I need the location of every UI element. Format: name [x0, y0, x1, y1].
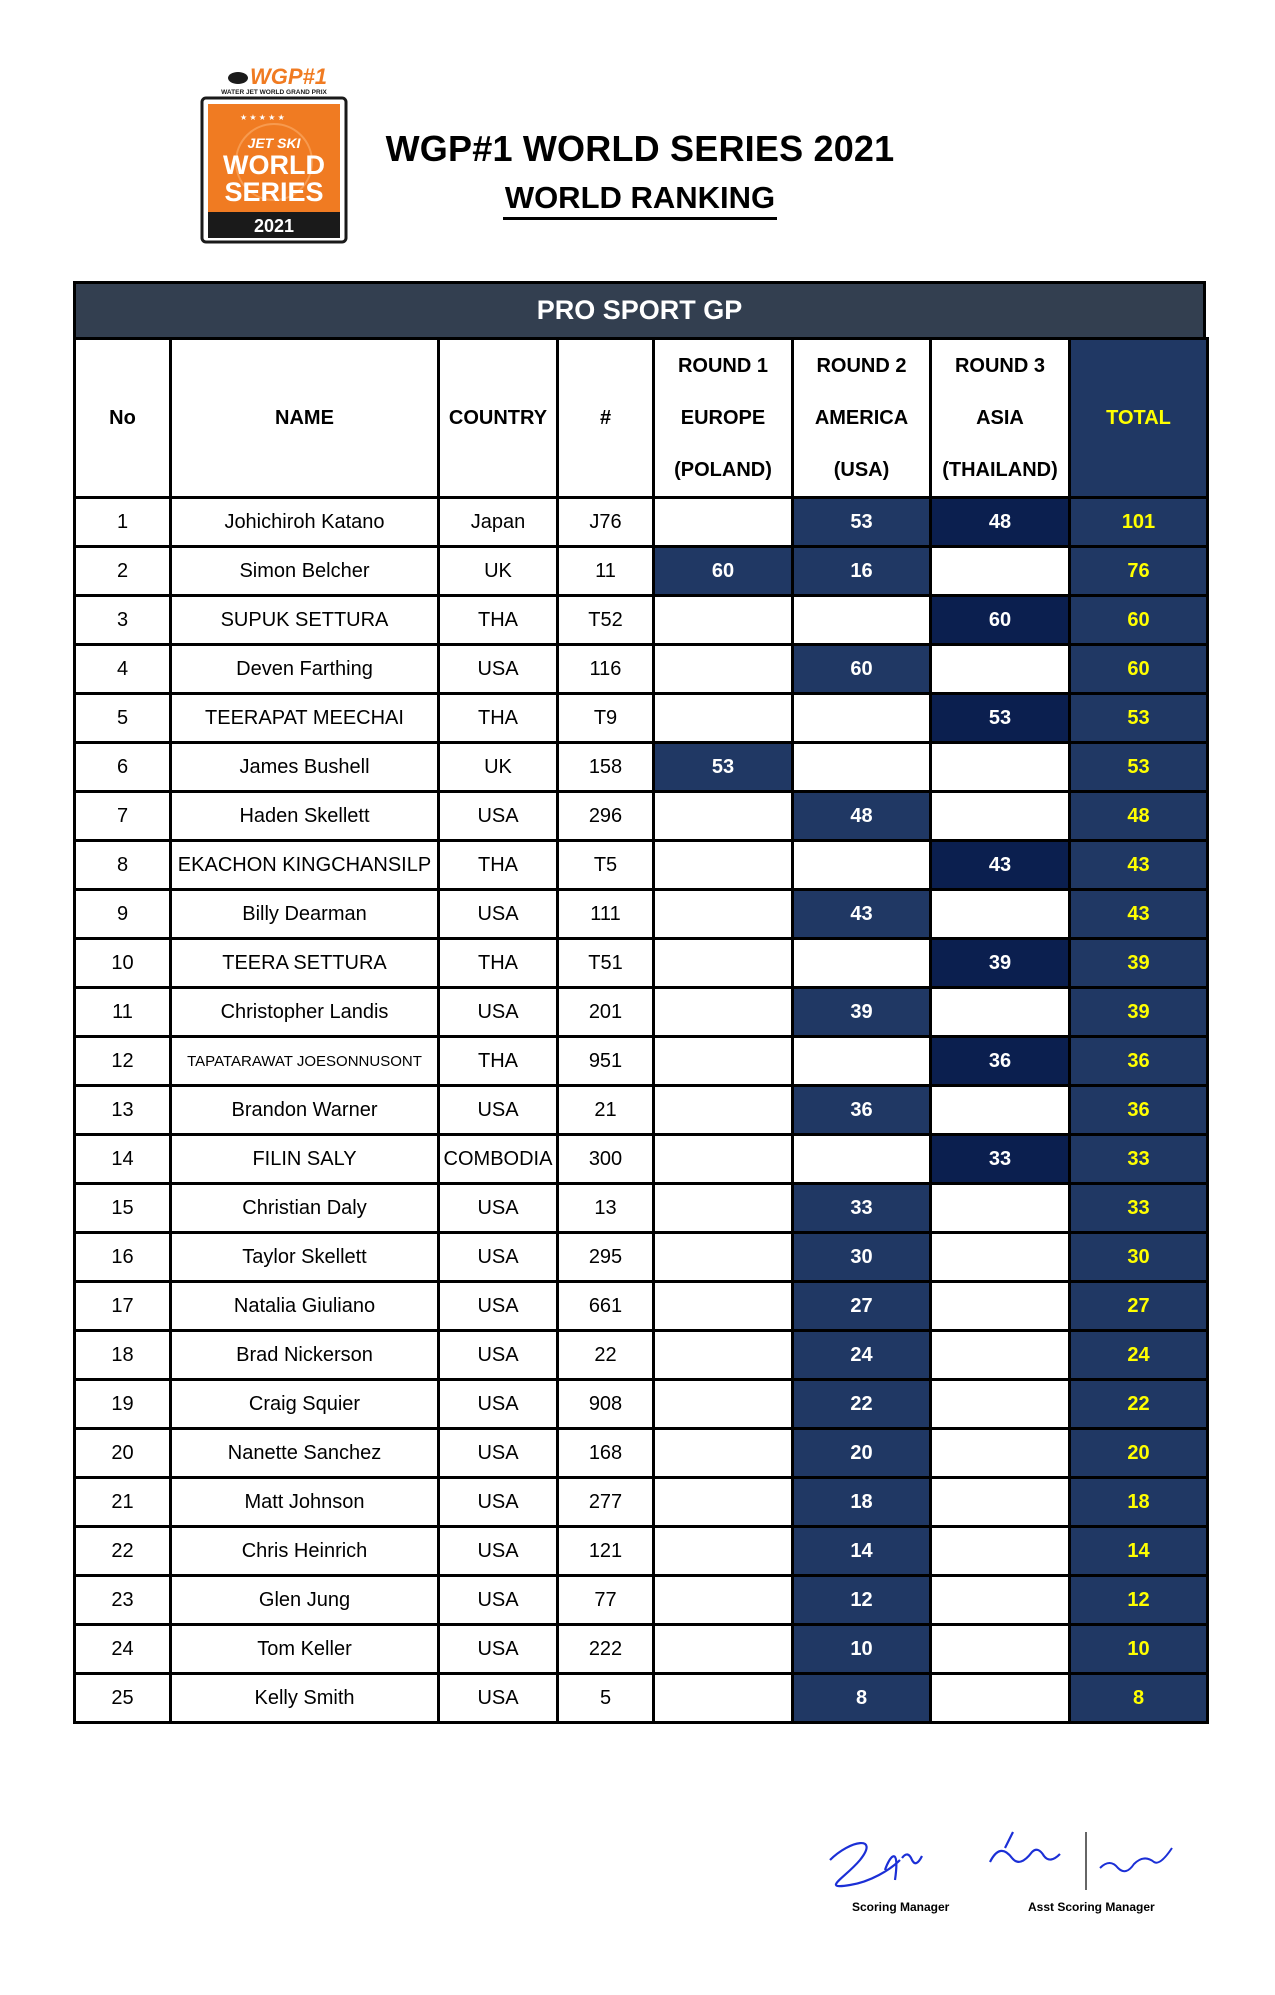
- cell-total: 48: [1070, 792, 1208, 841]
- cell-no: 9: [75, 890, 171, 939]
- table-row: [75, 694, 1208, 743]
- table-row: [75, 1331, 1208, 1380]
- cell-number: 111: [558, 890, 654, 939]
- cell-round-3: [931, 1331, 1070, 1380]
- cell-round-1: [654, 1135, 793, 1184]
- cell-total: 33: [1070, 1184, 1208, 1233]
- cell-round-1: [654, 645, 793, 694]
- cell-number: 13: [558, 1184, 654, 1233]
- round-2-country: (USA): [833, 459, 890, 481]
- cell-round-1: [654, 1429, 793, 1478]
- cell-round-1: [654, 1184, 793, 1233]
- cell-country: USA: [439, 1429, 558, 1478]
- cell-round-1: [654, 1478, 793, 1527]
- table-row: [75, 1037, 1208, 1086]
- round-3-country: (THAILAND): [942, 459, 1058, 481]
- cell-country: USA: [439, 1086, 558, 1135]
- table-banner: PRO SPORT GP: [73, 281, 1206, 337]
- cell-round-1: [654, 498, 793, 547]
- header-round-2: [793, 339, 931, 498]
- cell-total: 20: [1070, 1429, 1208, 1478]
- cell-country: USA: [439, 1331, 558, 1380]
- cell-country: UK: [439, 743, 558, 792]
- cell-number: T51: [558, 939, 654, 988]
- cell-total: 39: [1070, 939, 1208, 988]
- cell-round-3: [931, 792, 1070, 841]
- cell-country: USA: [439, 1625, 558, 1674]
- cell-round-1: [654, 1037, 793, 1086]
- cell-round-2: 33: [793, 1184, 931, 1233]
- cell-round-2: 43: [793, 890, 931, 939]
- cell-round-3: 36: [931, 1037, 1070, 1086]
- cell-no: 5: [75, 694, 171, 743]
- cell-round-2: [793, 1037, 931, 1086]
- signatures-graphic: [790, 1800, 1210, 1900]
- round-1-country: (POLAND): [674, 459, 772, 481]
- cell-number: 661: [558, 1282, 654, 1331]
- cell-total: 60: [1070, 596, 1208, 645]
- page-subtitle: [340, 180, 940, 216]
- round-1-label: ROUND 1: [677, 355, 768, 377]
- cell-name: Matt Johnson: [171, 1478, 439, 1527]
- cell-number: 201: [558, 988, 654, 1037]
- cell-number: T52: [558, 596, 654, 645]
- cell-round-1: [654, 1625, 793, 1674]
- cell-country: USA: [439, 1478, 558, 1527]
- cell-total: 24: [1070, 1331, 1208, 1380]
- cell-no: 24: [75, 1625, 171, 1674]
- cell-number: 300: [558, 1135, 654, 1184]
- cell-no: 2: [75, 547, 171, 596]
- cell-round-2: 53: [793, 498, 931, 547]
- cell-number: 222: [558, 1625, 654, 1674]
- cell-round-1: [654, 1331, 793, 1380]
- cell-round-3: [931, 1086, 1070, 1135]
- table-row: [75, 1527, 1208, 1576]
- cell-total: 43: [1070, 890, 1208, 939]
- cell-no: 12: [75, 1037, 171, 1086]
- cell-round-2: [793, 694, 931, 743]
- cell-total: 53: [1070, 694, 1208, 743]
- cell-total: 22: [1070, 1380, 1208, 1429]
- cell-round-3: [931, 1576, 1070, 1625]
- table-row: [75, 1233, 1208, 1282]
- cell-round-3: 33: [931, 1135, 1070, 1184]
- cell-round-2: [793, 841, 931, 890]
- cell-total: 60: [1070, 645, 1208, 694]
- cell-no: 22: [75, 1527, 171, 1576]
- table-row: [75, 1135, 1208, 1184]
- cell-round-1: [654, 1086, 793, 1135]
- cell-country: COMBODIA: [439, 1135, 558, 1184]
- cell-country: THA: [439, 939, 558, 988]
- header-country: COUNTRY: [439, 339, 558, 498]
- cell-no: 14: [75, 1135, 171, 1184]
- cell-name: Glen Jung: [171, 1576, 439, 1625]
- cell-name: Craig Squier: [171, 1380, 439, 1429]
- cell-country: THA: [439, 596, 558, 645]
- cell-total: 30: [1070, 1233, 1208, 1282]
- cell-no: 7: [75, 792, 171, 841]
- cell-total: 27: [1070, 1282, 1208, 1331]
- cell-name: TAPATARAWAT JOESONNUSONT: [171, 1037, 439, 1086]
- cell-round-2: 8: [793, 1674, 931, 1723]
- wgp-world-series-logo: [200, 64, 348, 244]
- table-row: [75, 596, 1208, 645]
- round-2-label: ROUND 2: [816, 355, 907, 377]
- cell-name: EKACHON KINGCHANSILP: [171, 841, 439, 890]
- cell-country: USA: [439, 1233, 558, 1282]
- cell-round-2: 39: [793, 988, 931, 1037]
- cell-round-1: [654, 939, 793, 988]
- cell-name: Johichiroh Katano: [171, 498, 439, 547]
- cell-name: Simon Belcher: [171, 547, 439, 596]
- cell-country: USA: [439, 988, 558, 1037]
- scoring-manager-label: Scoring Manager: [852, 1900, 950, 1914]
- cell-name: Taylor Skellett: [171, 1233, 439, 1282]
- cell-total: 18: [1070, 1478, 1208, 1527]
- cell-round-3: [931, 743, 1070, 792]
- logo-subtitle: WATER JET WORLD GRAND PRIX: [221, 89, 327, 96]
- cell-total: 39: [1070, 988, 1208, 1037]
- cell-name: Brandon Warner: [171, 1086, 439, 1135]
- cell-round-1: [654, 988, 793, 1037]
- cell-no: 25: [75, 1674, 171, 1723]
- table-row: [75, 939, 1208, 988]
- cell-round-1: [654, 596, 793, 645]
- cell-total: 8: [1070, 1674, 1208, 1723]
- cell-total: 53: [1070, 743, 1208, 792]
- cell-total: 101: [1070, 498, 1208, 547]
- table-row: [75, 547, 1208, 596]
- cell-country: USA: [439, 645, 558, 694]
- table-row: [75, 743, 1208, 792]
- cell-country: Japan: [439, 498, 558, 547]
- cell-name: Brad Nickerson: [171, 1331, 439, 1380]
- cell-round-3: [931, 1233, 1070, 1282]
- header-name: NAME: [171, 339, 439, 498]
- logo-year: 2021: [253, 216, 295, 236]
- svg-text:★ ★ ★ ★ ★: ★ ★ ★ ★ ★: [240, 113, 285, 122]
- cell-round-1: [654, 1282, 793, 1331]
- cell-round-1: [654, 1233, 793, 1282]
- round-3-region: ASIA: [976, 407, 1024, 429]
- cell-round-1: [654, 841, 793, 890]
- cell-round-2: 27: [793, 1282, 931, 1331]
- cell-round-3: 53: [931, 694, 1070, 743]
- cell-round-2: [793, 939, 931, 988]
- cell-number: 22: [558, 1331, 654, 1380]
- cell-round-1: [654, 1674, 793, 1723]
- cell-round-1: [654, 792, 793, 841]
- cell-number: T9: [558, 694, 654, 743]
- cell-round-2: 14: [793, 1527, 931, 1576]
- cell-no: 6: [75, 743, 171, 792]
- cell-no: 11: [75, 988, 171, 1037]
- cell-round-3: 48: [931, 498, 1070, 547]
- cell-round-3: 39: [931, 939, 1070, 988]
- cell-name: FILIN SALY: [171, 1135, 439, 1184]
- round-2-region: AMERICA: [814, 407, 909, 429]
- table-row: [75, 498, 1208, 547]
- logo-wgp-text: WGP#1: [250, 64, 328, 89]
- logo-badge-line-3: SERIES: [224, 177, 324, 207]
- cell-name: Billy Dearman: [171, 890, 439, 939]
- cell-number: J76: [558, 498, 654, 547]
- cell-round-3: [931, 1282, 1070, 1331]
- cell-no: 1: [75, 498, 171, 547]
- cell-round-2: 20: [793, 1429, 931, 1478]
- cell-name: TEERAPAT MEECHAI: [171, 694, 439, 743]
- table-row: [75, 890, 1208, 939]
- cell-name: TEERA SETTURA: [171, 939, 439, 988]
- cell-number: 168: [558, 1429, 654, 1478]
- cell-round-2: [793, 1135, 931, 1184]
- cell-round-3: [931, 1527, 1070, 1576]
- cell-number: 296: [558, 792, 654, 841]
- cell-round-3: [931, 645, 1070, 694]
- cell-no: 4: [75, 645, 171, 694]
- cell-number: 5: [558, 1674, 654, 1723]
- cell-name: Nanette Sanchez: [171, 1429, 439, 1478]
- cell-name: Christian Daly: [171, 1184, 439, 1233]
- cell-number: T5: [558, 841, 654, 890]
- cell-country: UK: [439, 547, 558, 596]
- page-title: WGP#1 WORLD SERIES 2021: [385, 128, 895, 169]
- header-number: #: [558, 339, 654, 498]
- cell-name: Chris Heinrich: [171, 1527, 439, 1576]
- cell-total: 33: [1070, 1135, 1208, 1184]
- cell-number: 951: [558, 1037, 654, 1086]
- cell-round-3: [931, 1674, 1070, 1723]
- cell-round-2: 30: [793, 1233, 931, 1282]
- cell-round-1: 60: [654, 547, 793, 596]
- subtitle-text: WORLD RANKING: [503, 180, 777, 220]
- asst-scoring-manager-label: Asst Scoring Manager: [1028, 1900, 1155, 1914]
- cell-number: 116: [558, 645, 654, 694]
- cell-number: 121: [558, 1527, 654, 1576]
- cell-country: THA: [439, 1037, 558, 1086]
- cell-round-1: [654, 1527, 793, 1576]
- cell-name: James Bushell: [171, 743, 439, 792]
- cell-country: USA: [439, 890, 558, 939]
- cell-number: 77: [558, 1576, 654, 1625]
- cell-no: 19: [75, 1380, 171, 1429]
- cell-round-3: [931, 890, 1070, 939]
- cell-total: 43: [1070, 841, 1208, 890]
- cell-round-2: 12: [793, 1576, 931, 1625]
- cell-total: 36: [1070, 1086, 1208, 1135]
- cell-round-2: [793, 743, 931, 792]
- cell-round-2: 22: [793, 1380, 931, 1429]
- cell-no: 20: [75, 1429, 171, 1478]
- table-row: [75, 1625, 1208, 1674]
- cell-round-3: [931, 1184, 1070, 1233]
- table-row: [75, 841, 1208, 890]
- cell-country: USA: [439, 1674, 558, 1723]
- cell-round-2: 24: [793, 1331, 931, 1380]
- cell-name: Tom Keller: [171, 1625, 439, 1674]
- cell-total: 76: [1070, 547, 1208, 596]
- cell-no: 17: [75, 1282, 171, 1331]
- cell-round-1: [654, 694, 793, 743]
- cell-no: 15: [75, 1184, 171, 1233]
- cell-round-2: 60: [793, 645, 931, 694]
- cell-total: 36: [1070, 1037, 1208, 1086]
- signature-area: [790, 1800, 1210, 1920]
- cell-country: USA: [439, 1380, 558, 1429]
- cell-number: 158: [558, 743, 654, 792]
- header-row: [75, 339, 1208, 498]
- cell-total: 14: [1070, 1527, 1208, 1576]
- cell-no: 16: [75, 1233, 171, 1282]
- cell-round-3: [931, 1380, 1070, 1429]
- header-round-3: [931, 339, 1070, 498]
- table-row: [75, 1184, 1208, 1233]
- cell-no: 23: [75, 1576, 171, 1625]
- cell-round-3: [931, 988, 1070, 1037]
- cell-name: Natalia Giuliano: [171, 1282, 439, 1331]
- cell-no: 13: [75, 1086, 171, 1135]
- cell-round-3: [931, 1625, 1070, 1674]
- cell-number: 908: [558, 1380, 654, 1429]
- table-row: [75, 645, 1208, 694]
- cell-no: 21: [75, 1478, 171, 1527]
- cell-number: 277: [558, 1478, 654, 1527]
- cell-name: Haden Skellett: [171, 792, 439, 841]
- cell-round-3: [931, 547, 1070, 596]
- table-row: [75, 792, 1208, 841]
- cell-round-3: 43: [931, 841, 1070, 890]
- cell-round-1: [654, 1380, 793, 1429]
- cell-name: Christopher Landis: [171, 988, 439, 1037]
- cell-round-2: 36: [793, 1086, 931, 1135]
- cell-round-3: 60: [931, 596, 1070, 645]
- table-row: [75, 1674, 1208, 1723]
- cell-country: USA: [439, 792, 558, 841]
- table-row: [75, 1576, 1208, 1625]
- cell-country: THA: [439, 694, 558, 743]
- cell-no: 3: [75, 596, 171, 645]
- cell-round-2: [793, 596, 931, 645]
- cell-round-2: 10: [793, 1625, 931, 1674]
- cell-name: Deven Farthing: [171, 645, 439, 694]
- cell-round-2: 48: [793, 792, 931, 841]
- cell-round-1: 53: [654, 743, 793, 792]
- cell-round-1: [654, 1576, 793, 1625]
- cell-no: 10: [75, 939, 171, 988]
- cell-round-3: [931, 1429, 1070, 1478]
- ranking-table-container: [73, 281, 1206, 1724]
- cell-number: 11: [558, 547, 654, 596]
- table-row: [75, 1380, 1208, 1429]
- table-row: [75, 1478, 1208, 1527]
- header-total: TOTAL: [1070, 339, 1208, 498]
- round-1-region: EUROPE: [680, 407, 766, 429]
- header-no: No: [75, 339, 171, 498]
- cell-no: 8: [75, 841, 171, 890]
- header-round-1: [654, 339, 793, 498]
- cell-name: Kelly Smith: [171, 1674, 439, 1723]
- cell-round-2: 18: [793, 1478, 931, 1527]
- round-3-label: ROUND 3: [954, 355, 1045, 377]
- cell-round-1: [654, 890, 793, 939]
- table-row: [75, 1086, 1208, 1135]
- table-row: [75, 1429, 1208, 1478]
- cell-country: USA: [439, 1282, 558, 1331]
- cell-country: THA: [439, 841, 558, 890]
- cell-number: 295: [558, 1233, 654, 1282]
- cell-round-3: [931, 1478, 1070, 1527]
- cell-total: 12: [1070, 1576, 1208, 1625]
- cell-number: 21: [558, 1086, 654, 1135]
- cell-country: USA: [439, 1527, 558, 1576]
- ranking-table: [73, 337, 1209, 1724]
- cell-round-2: 16: [793, 547, 931, 596]
- table-row: [75, 1282, 1208, 1331]
- logo-badge-line-2: WORLD: [223, 150, 325, 180]
- cell-no: 18: [75, 1331, 171, 1380]
- logo-badge-line-1: JET SKI: [247, 135, 301, 151]
- cell-country: USA: [439, 1576, 558, 1625]
- table-row: [75, 988, 1208, 1037]
- cell-total: 10: [1070, 1625, 1208, 1674]
- cell-country: USA: [439, 1184, 558, 1233]
- cell-name: SUPUK SETTURA: [171, 596, 439, 645]
